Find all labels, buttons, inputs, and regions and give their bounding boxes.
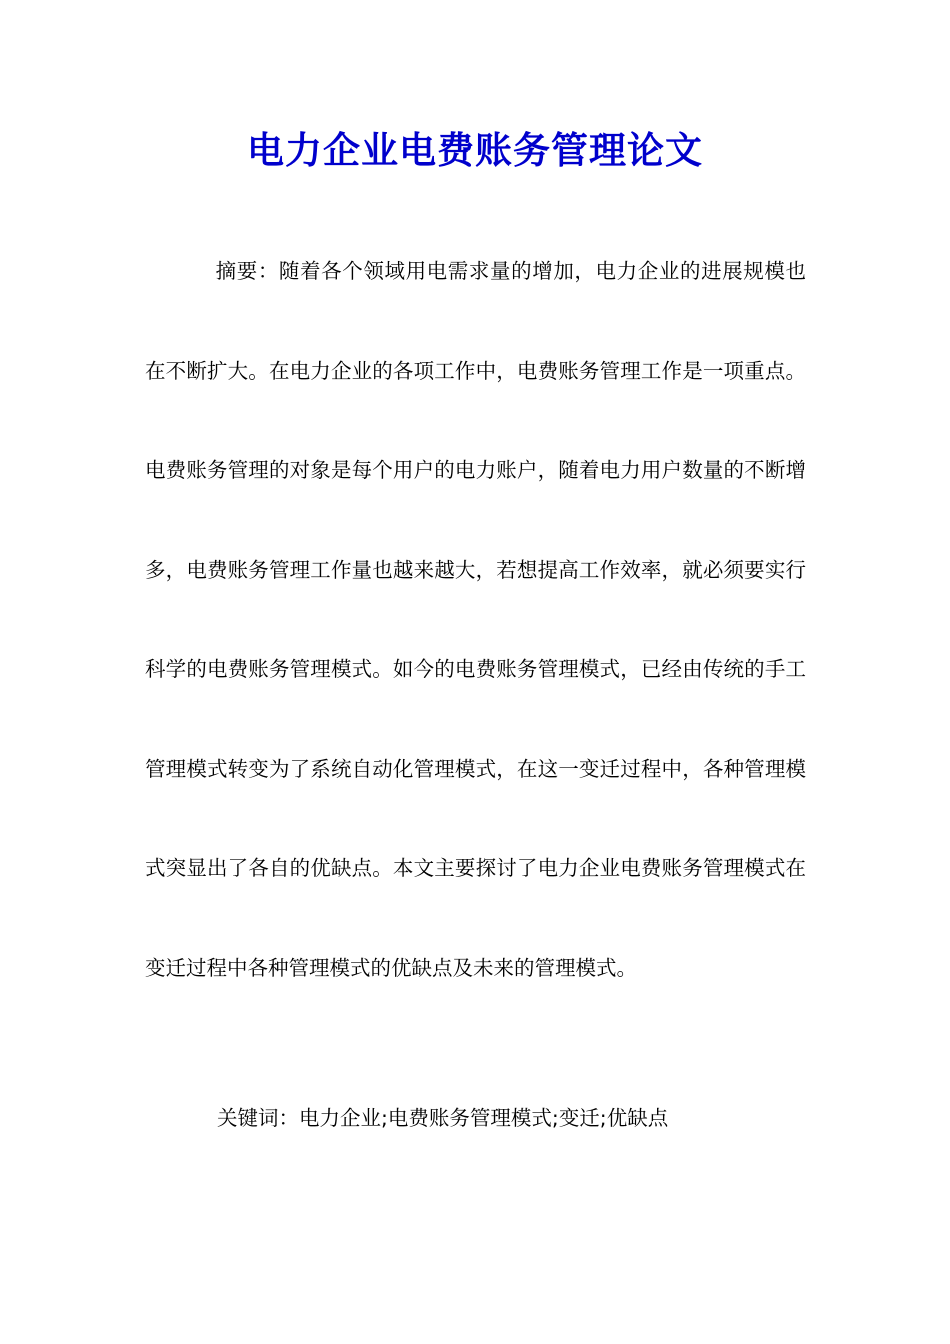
document-title: 电力企业电费账务管理论文 xyxy=(247,128,703,172)
abstract-text: 摘要：随着各个领域用电需求量的增加，电力企业的进展规模也在不断扩大。在电力企业的各项工作中，电费账务管理工作是一项重点。电费账务管理的对象是每个用户的电力账户，随着电力用户数量的不断增多，电费账务管理工作量也越来越大，若想提高工作效率，就必须要实行科学的电费账务管理模式。如今的电费账务管理模式，已经由传统的手工管理模式转变为了系统自动化管理模式，在这一变迁过程中，各种管理模式突显出了各自的优缺点。本文主要探讨了电力企业电费账务管理模式在变迁过程中各种管理模式的优缺点及未来的管理模式。 xyxy=(145,259,806,980)
keywords-line: 关键词：电力企业;电费账务管理模式;变迁;优缺点 xyxy=(217,1106,669,1130)
abstract-paragraph xyxy=(145,222,806,1018)
